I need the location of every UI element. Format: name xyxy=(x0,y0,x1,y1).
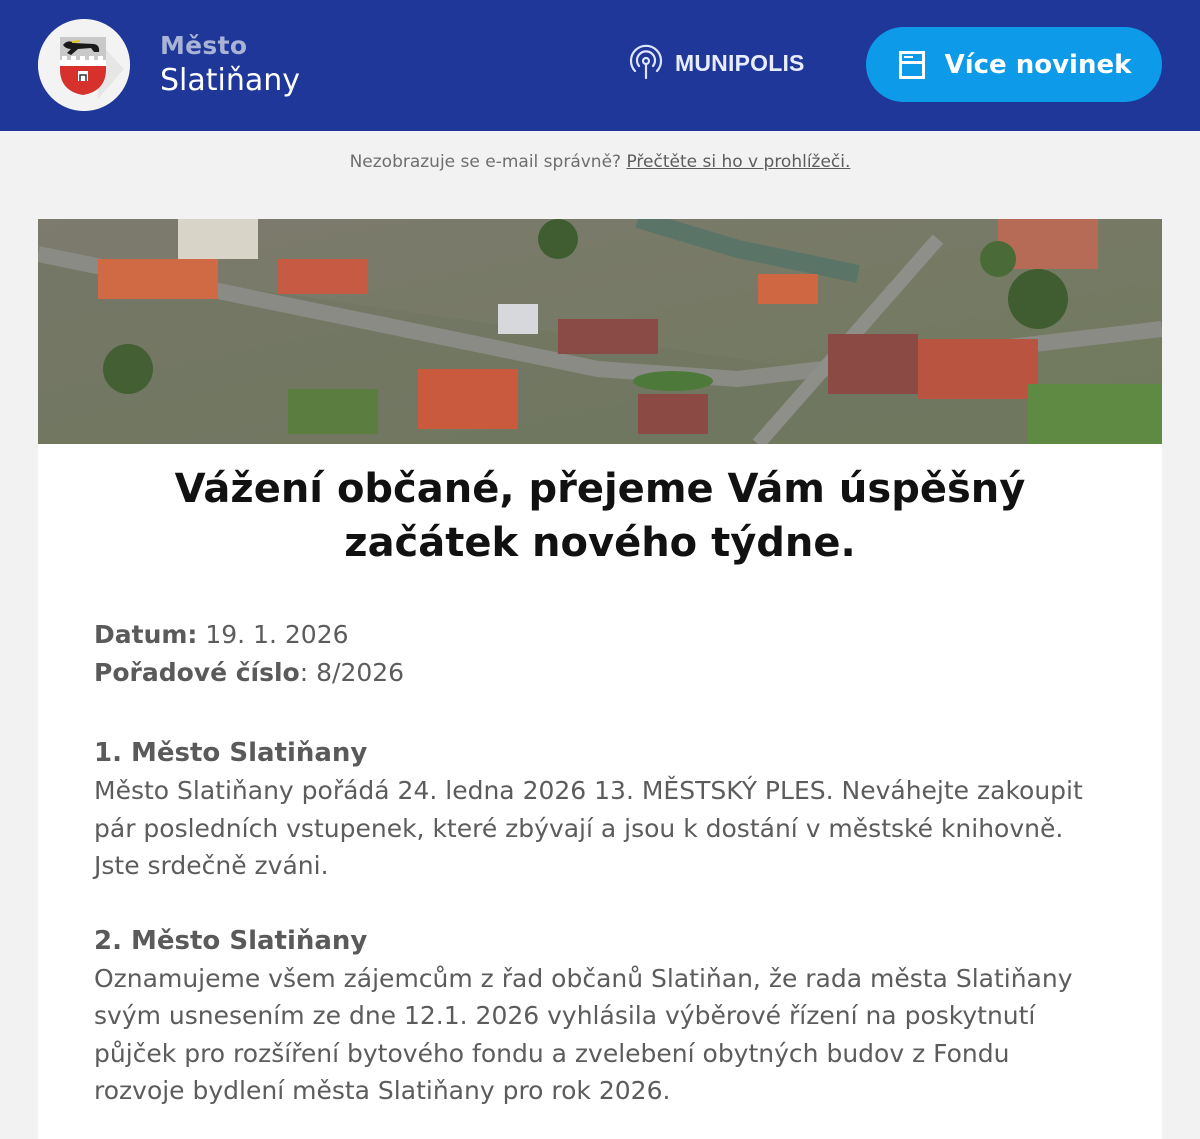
news-item-heading: 2. Město Slatiňany xyxy=(94,925,368,956)
date-value: 19. 1. 2026 xyxy=(205,620,349,649)
issue-number-row xyxy=(94,654,1162,692)
city-logo[interactable] xyxy=(38,19,130,111)
newsletter-card xyxy=(38,219,1162,1139)
date-label: Datum: xyxy=(94,620,198,649)
news-item-body: Město Slatiňany pořádá 24. ledna 2026 13. MĚSTSKÝ PLES. Neváhejte zakoupit pár posledních vstupenek, které zbývají a jsou k dostání v městské knihovně. Jste srdečně zváni. xyxy=(94,776,1083,880)
view-in-browser-link[interactable]: Přečtěte si ho v prohlížeči. xyxy=(626,152,851,172)
city-kind: Město xyxy=(160,31,248,60)
coat-of-arms-horse-icon xyxy=(38,19,130,111)
date-row xyxy=(94,616,1162,654)
newspaper-icon xyxy=(897,50,927,80)
issue-number-label: Pořadové číslo xyxy=(94,658,300,687)
newsletter-meta xyxy=(94,616,1162,692)
newsletter-title: Vážení občané, přejeme Vám úspěšný začátek nového týdne. xyxy=(174,466,1026,566)
broadcast-signal-icon xyxy=(627,44,665,82)
more-news-button[interactable] xyxy=(866,27,1162,102)
preheader-text: Nezobrazuje se e-mail správně? xyxy=(349,152,622,172)
city-name: Slatiňany xyxy=(160,63,301,98)
news-item-body: Oznamujeme všem zájemcům z řad občanů Slatiňan, že rada města Slatiňany svým usnesením ze dne 12.1. 2026 vyhlásila výběrové řízení na poskytnutí půjček pro rozšíření bytového fondu a zvelebení obytných budov z Fondu rozvoje bydlení města Slatiňany pro rok 2026. xyxy=(94,963,1073,1105)
munipolis-brand[interactable] xyxy=(627,44,805,82)
munipolis-label: MUNIPOLIS xyxy=(675,49,805,76)
preheader xyxy=(0,152,1200,172)
more-news-label: Více novinek xyxy=(944,49,1132,80)
news-item xyxy=(94,734,1106,885)
hero-aerial-photo xyxy=(38,219,1162,444)
news-item-heading: 1. Město Slatiňany xyxy=(94,738,368,768)
issue-number-value: : 8/2026 xyxy=(299,658,405,687)
news-item xyxy=(94,922,1106,1110)
email-header xyxy=(0,0,1200,131)
